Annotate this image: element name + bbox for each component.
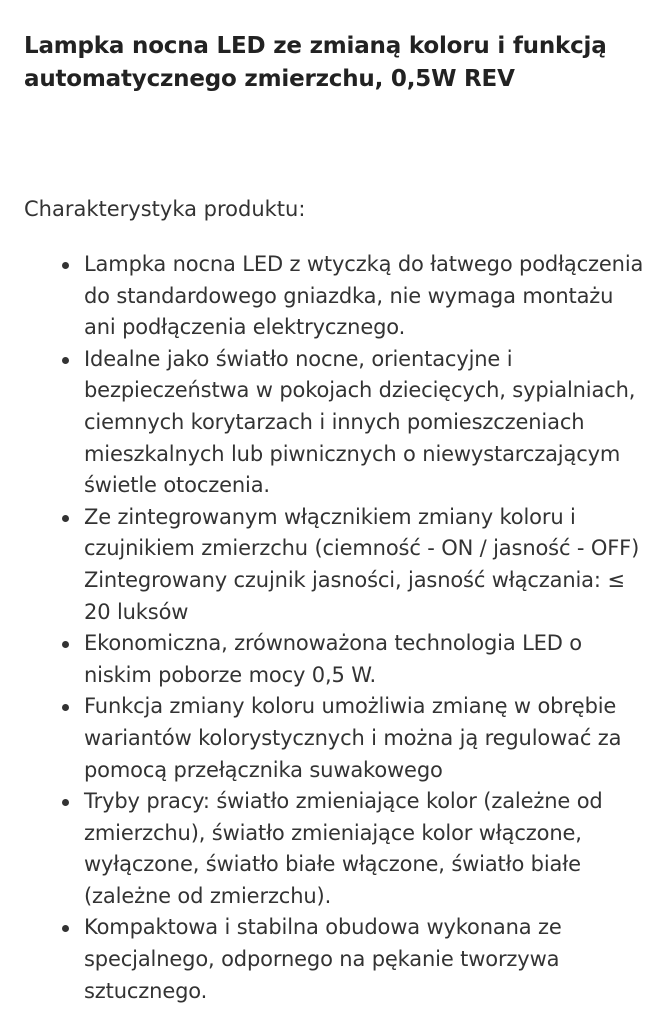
feature-text: Kompaktowa i stabilna obudowa wykonana ze specjalnego, odpornego na pękanie tworzywa sztucznego. xyxy=(84,915,562,1003)
feature-text: Lampka nocna LED z wtyczką do łatwego podłączenia do standardowego gniazdka, nie wymaga montażu ani podłączenia elektrycznego. xyxy=(84,252,644,340)
product-title: Lampka nocna LED ze zmianą koloru i funkcją automatycznego zmierzchu, 0,5W REV xyxy=(24,33,607,92)
bullet-icon xyxy=(62,925,69,932)
feature-text: Idealne jako światło nocne, orientacyjne i bezpieczeństwa w pokojach dziecięcych, sypialniach, ciemnych korytarzach i innych pomieszczeniach mieszkalnych lub piwnicznych o niewystarczającym świetle otoczenia. xyxy=(84,346,636,498)
feature-text: Ekonomiczna, zrównoważona technologia LED o niskim poborze mocy 0,5 W. xyxy=(84,631,582,687)
bullet-icon xyxy=(62,799,69,806)
feature-text: Tryby pracy: światło zmieniające kolor (zależne od zmierzchu), światło zmieniające kolor włączone, wyłączone, światło białe włączone, światło białe (zależne od zmierzchu). xyxy=(84,789,603,908)
feature-text: Ze zintegrowanym włącznikiem zmiany koloru i czujnikiem zmierzchu (ciemność - ON / jasność - OFF) Zintegrowany czujnik jasności, jasność włączania: ≤ 20 luksów xyxy=(84,504,640,624)
bullet-icon xyxy=(62,262,69,269)
features-list xyxy=(84,249,644,1007)
feature-text: Funkcja zmiany koloru umożliwia zmianę w obrębie wariantów kolorystycznych i można ją regulować za pomocą przełącznika suwakowego xyxy=(84,694,622,782)
feature-item xyxy=(84,502,644,628)
feature-item xyxy=(84,786,644,912)
bullet-icon xyxy=(62,641,69,648)
bullet-icon xyxy=(62,704,69,711)
bullet-icon xyxy=(62,515,69,522)
feature-item xyxy=(84,628,644,691)
features-heading: Charakterystyka produktu: xyxy=(24,197,306,221)
bullet-icon xyxy=(62,357,69,364)
feature-item xyxy=(84,249,644,344)
feature-item xyxy=(84,912,644,1007)
feature-item xyxy=(84,344,644,502)
feature-item xyxy=(84,691,644,786)
